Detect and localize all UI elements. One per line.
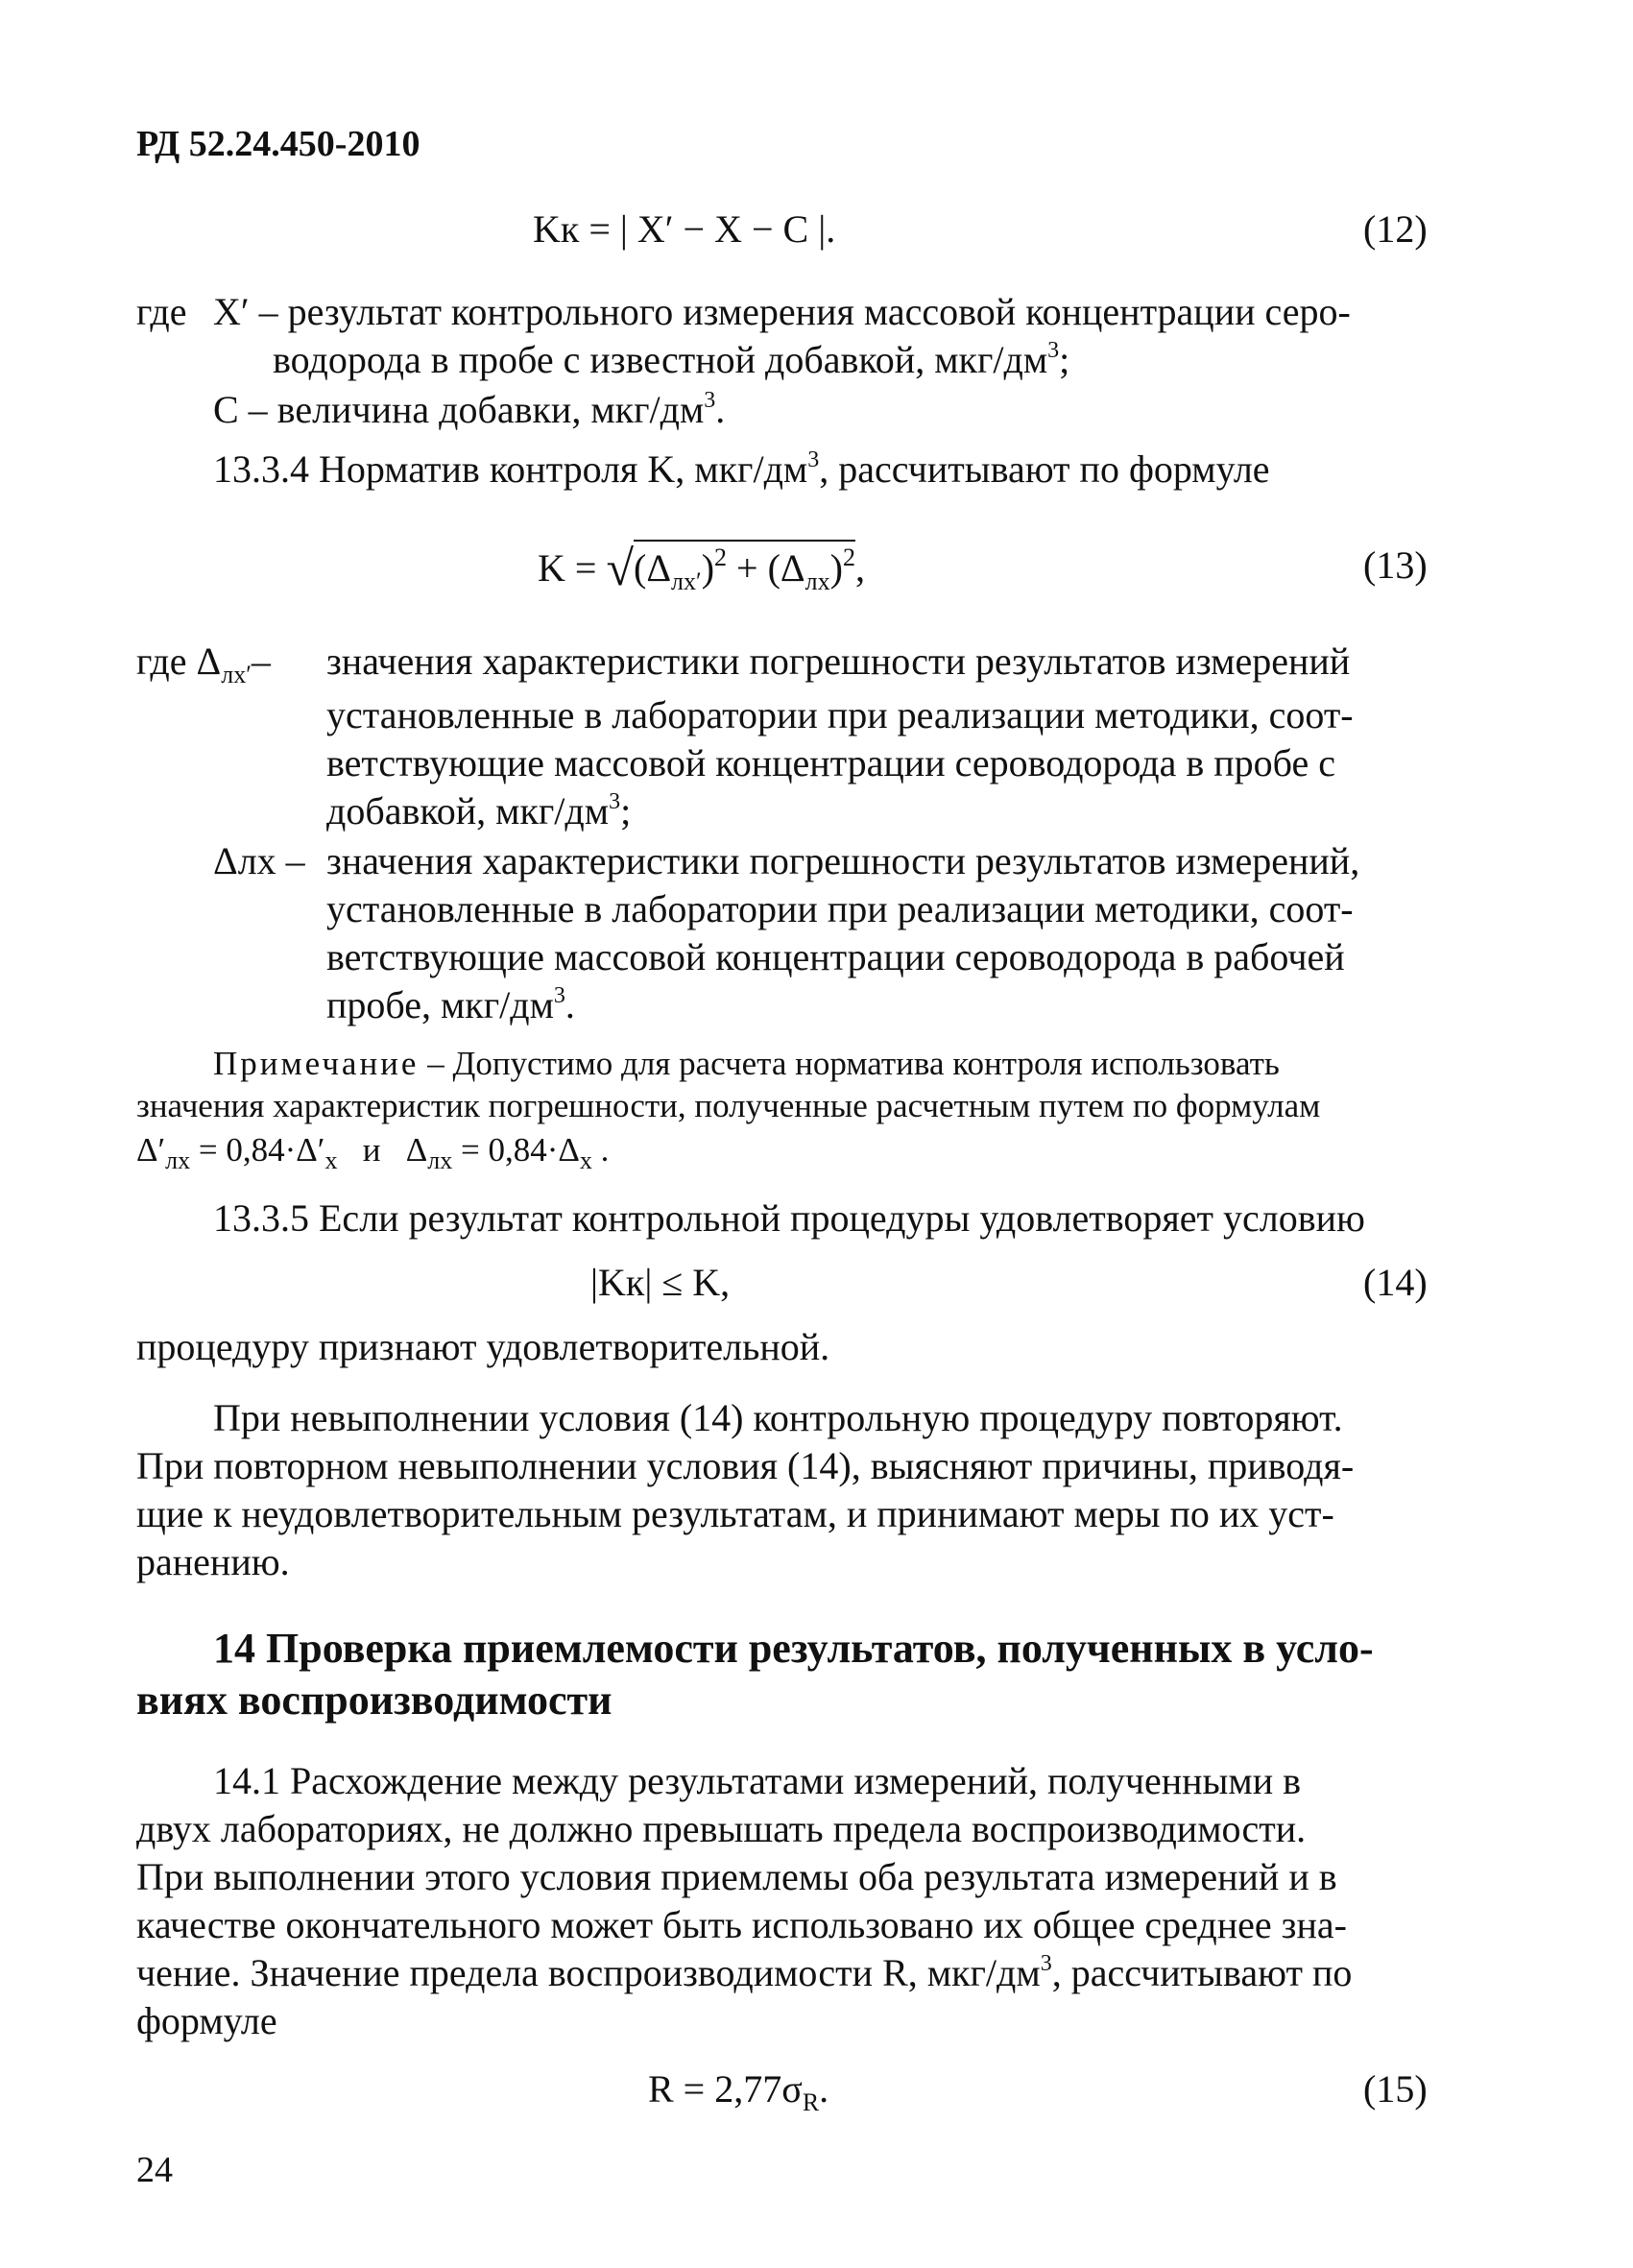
document-code: РД 52.24.450-2010 <box>136 124 420 164</box>
paragraph-fail-line3: щие к неудовлетворительным результатам, и принимают меры по их уст- <box>136 1492 1334 1535</box>
paragraph-14-1-line6: формуле <box>136 1999 277 2042</box>
formula-13-number: (13) <box>1363 543 1428 587</box>
where-def-x-prime-line1: X′ – результат контрольного измерения массовой концентрации серо- <box>213 290 1351 333</box>
where-def-x-prime-line2: водорода в пробе с известной добавкой, мкг/$дм^3$; <box>273 338 1070 381</box>
formula-14-number: (14) <box>1363 1261 1428 1304</box>
formula-12: Kк = | X′ − X − C |. <box>533 207 836 251</box>
paragraph-fail-line1: При невыполнении условия (14) контрольную процедуру повторяют. <box>213 1396 1343 1439</box>
paragraph-14-1-line3: При выполнении этого условия приемлемы оба результата измерений и в <box>136 1855 1337 1898</box>
paragraph-fail-line4: ранению. <box>136 1540 290 1583</box>
formula-15-number: (15) <box>1363 2067 1428 2111</box>
section-14-heading-line1: 14 Проверка приемлемости результатов, полученных в усло- <box>213 1625 1374 1672</box>
note-line1: Примечание – Допустимо для расчета норматива контроля использовать <box>213 1045 1280 1082</box>
paragraph-13-3-5: 13.3.5 Если результат контрольной процедуры удовлетворяет условию <box>213 1196 1365 1240</box>
paragraph-14-1-line1: 14.1 Расхождение между результатами измерений, полученными в <box>213 1759 1302 1802</box>
paragraph-fail-line2: При повторном невыполнении условия (14), выясняют причины, приводя- <box>136 1444 1355 1487</box>
page-number: 24 <box>136 2150 173 2190</box>
where2-item2: значения характеристики погрешности результатов измерений, установленные в лаборатории при реализации методики, соот- ветствующие массовой концентрации сероводорода в рабочей пробе, мкг/$дм^3$. <box>326 839 1360 1026</box>
paragraph-14-1-line2: двух лабораториях, не должно превышать предела воспроизводимости. <box>136 1807 1307 1850</box>
paragraph-accept: процедуру признают удовлетворительной. <box>136 1325 830 1368</box>
formula-13: $K = √(\Delta_{лх'})^2 + (\Delta_{лх})^2$, <box>538 542 865 596</box>
formula-12-number: (12) <box>1363 207 1428 251</box>
where-def-c: C – величина добавки, мкг/$дм^3$. <box>213 388 726 431</box>
where-intro: где <box>136 290 187 333</box>
paragraph-14-1-line5: чение. Значение предела воспроизводимости R, мкг/$дм^3$, рассчитывают по <box>136 1951 1353 1994</box>
section-14-heading-line2: виях воспроизводимости <box>136 1677 612 1724</box>
formula-14: |Kк| ≤ K, <box>590 1261 731 1304</box>
sqrt-radicand: $(\Delta_{лх'})^2 + (\Delta_{лх})^2$ <box>634 540 855 591</box>
note-formulas: $\Delta'_{лх} = 0,84\cdot\Delta'_х$ и $\Delta_{лх} = 0,84\cdot\Delta_х$ . <box>136 1131 610 1174</box>
where2-item1: значения характеристики погрешности результатов измерений установленные в лаборатории при реализации методики, соот- ветствующие массовой концентрации сероводорода в пробе с добавкой, мкг/$дм^3$; <box>326 639 1354 832</box>
where2-intro: где $\Delta_{лх'}-$ <box>136 639 271 688</box>
paragraph-13-3-4: 13.3.4 Норматив контроля K, мкг/$дм^3$, рассчитывают по формуле <box>213 447 1270 491</box>
sqrt-sign: √ <box>606 542 634 596</box>
formula-15: $R = 2,77\sigma_R$. <box>648 2067 829 2116</box>
where2-item2-symbol: Δлх – <box>213 839 305 882</box>
note-line2: значения характеристик погрешности, полученные расчетным путем по формулам <box>136 1087 1321 1124</box>
paragraph-14-1-line4: качестве окончательного может быть использовано их общее среднее зна- <box>136 1903 1347 1946</box>
